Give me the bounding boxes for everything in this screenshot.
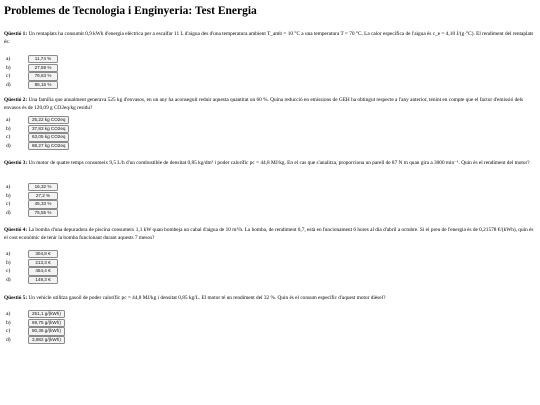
answer-button[interactable]: 454,4 € (28, 267, 58, 275)
option-letter: d) (6, 82, 11, 89)
answer-button[interactable]: 69,75 g/(kWh) (28, 319, 65, 327)
answer-button[interactable]: 27,59 % (28, 64, 58, 72)
option-letter: a) (6, 56, 11, 63)
question-4-option-b (6, 259, 58, 268)
question-2-options (6, 116, 69, 150)
question-5-option-c (6, 327, 65, 336)
option-letter: c) (6, 134, 11, 141)
option-letter: a) (6, 311, 11, 318)
page-title: Problemes de Tecnologia i Enginyeria: Test Energia (4, 5, 257, 17)
option-letter: b) (6, 192, 11, 199)
question-1-option-d (6, 81, 58, 90)
answer-button[interactable]: 304,8 € (28, 250, 58, 258)
question-4-text (4, 226, 536, 242)
question-2-text (4, 96, 536, 112)
question-1-option-c (6, 72, 58, 81)
answer-button[interactable]: 75,55 % (28, 209, 58, 217)
option-letter: a) (6, 184, 11, 191)
question-5-option-d (6, 336, 65, 345)
question-2-option-b (6, 125, 69, 134)
option-letter: c) (6, 73, 11, 80)
question-4-label: Qüestió 4: (4, 227, 28, 233)
answer-button[interactable]: 80,36 g/(kWh) (28, 327, 65, 335)
question-3-text (4, 159, 536, 167)
question-2-statement: Una família que anualment generava 525 kg d'envasos, en un any ha aconseguit reduir aquesta quantitat un 60 %. Quina reducció en emissions de GEH ha obtingut respecte a l'any anterior, tenint en compte que el factor d'emissió dels envasos és de 120,09 g CO2eq/kg residu? (4, 97, 524, 111)
question-4-option-d (6, 276, 58, 285)
answer-button[interactable]: 11,74 % (28, 55, 58, 63)
answer-button[interactable]: 251,1 g/(kWh) (28, 310, 65, 318)
answer-button[interactable]: 3,982 g/(kWh) (28, 336, 65, 344)
answer-button[interactable]: 85,15 % (28, 81, 58, 89)
question-3-option-d (6, 209, 58, 218)
question-5-text (4, 294, 536, 302)
answer-button[interactable]: 16,32 % (28, 183, 58, 191)
answer-button[interactable]: 149,3 € (28, 276, 58, 284)
question-2-option-c (6, 133, 69, 142)
option-letter: a) (6, 251, 11, 258)
option-letter: c) (6, 268, 11, 275)
question-4-statement: La bomba d'una depuradora de piscina consumeix 1,1 kW quan bombeja un cabal d'aigua de 10 m³/h. La bomba, de rendiment 0,7, està en funcionament 6 hores al dia d'abril a octubre. Si el preu de l'energia és de 0,21578 €/(kWh), quin és el cost econòmic de tenir la bomba funcionant durant aquests 7 mesos? (4, 227, 534, 241)
question-3-option-b (6, 192, 58, 201)
option-letter: d) (6, 143, 11, 150)
question-5-statement: Un vehicle utilitza gasoil de poder calorífic pc = 44,8 MJ/kg i densitat 0,85 kg/L. El motor té un rendiment del 32 %. Quin és el consum específic d'aquest motor dièsel? (28, 295, 386, 301)
question-1-option-a (6, 55, 58, 64)
question-1-options (6, 55, 58, 89)
question-3-label: Qüestió 3: (4, 160, 28, 166)
answer-button[interactable]: 27,2 % (28, 192, 58, 200)
option-letter: d) (6, 210, 11, 217)
question-1-statement: Un rentaplats ha consumit 0,9 kWh d'energia elèctrica per a escalfar 11 L d'aigua des d'una temperatura ambient T_amb = 10 °C a una temperatura T = 70 °C. La calor específica de l'aigua és c_e = 4,18 J/(g·°C). El rendiment del rentaplats és: (4, 31, 534, 45)
option-letter: a) (6, 117, 11, 124)
question-4-options (6, 250, 58, 284)
question-2-option-d (6, 142, 69, 151)
option-letter: c) (6, 201, 11, 208)
question-1-text (4, 30, 536, 46)
question-5-label: Qüestió 5: (4, 295, 28, 301)
question-3-option-c (6, 200, 58, 209)
answer-button[interactable]: 25,22 kg CO2eq (28, 116, 69, 124)
question-4-option-c (6, 267, 58, 276)
question-5-option-a (6, 310, 65, 319)
answer-button[interactable]: 37,83 kg CO2eq (28, 125, 69, 133)
question-2-option-a (6, 116, 69, 125)
answer-button[interactable]: 76,63 % (28, 72, 58, 80)
answer-button[interactable]: 63,05 kg CO2eq (28, 133, 69, 141)
question-5-options (6, 310, 65, 344)
option-letter: b) (6, 259, 11, 266)
option-letter: b) (6, 64, 11, 71)
question-3-option-a (6, 183, 58, 192)
answer-button[interactable]: 88,27 kg CO2eq (28, 142, 69, 150)
question-4-option-a (6, 250, 58, 259)
question-3-statement: Un motor de quatre temps consumeix 9,5 L/h d'un combustible de densitat 0,85 kg/dm³ i poder calorífic pc = 44,8 MJ/kg. En el cas que s'analitza, proporciona un parell de 87 N m quan gira a 3000 min⁻¹. Quin és el rendiment del motor? (28, 160, 530, 166)
answer-button[interactable]: 213,3 € (28, 259, 58, 267)
option-letter: d) (6, 277, 11, 284)
answer-button[interactable]: 45,33 % (28, 200, 58, 208)
option-letter: d) (6, 337, 11, 344)
question-3-options (6, 183, 58, 217)
question-5-option-b (6, 319, 65, 328)
question-1-label: Qüestió 1: (4, 31, 28, 37)
option-letter: b) (6, 125, 11, 132)
option-letter: c) (6, 328, 11, 335)
question-1-option-b (6, 64, 58, 73)
option-letter: b) (6, 319, 11, 326)
question-2-label: Qüestió 2: (4, 97, 28, 103)
